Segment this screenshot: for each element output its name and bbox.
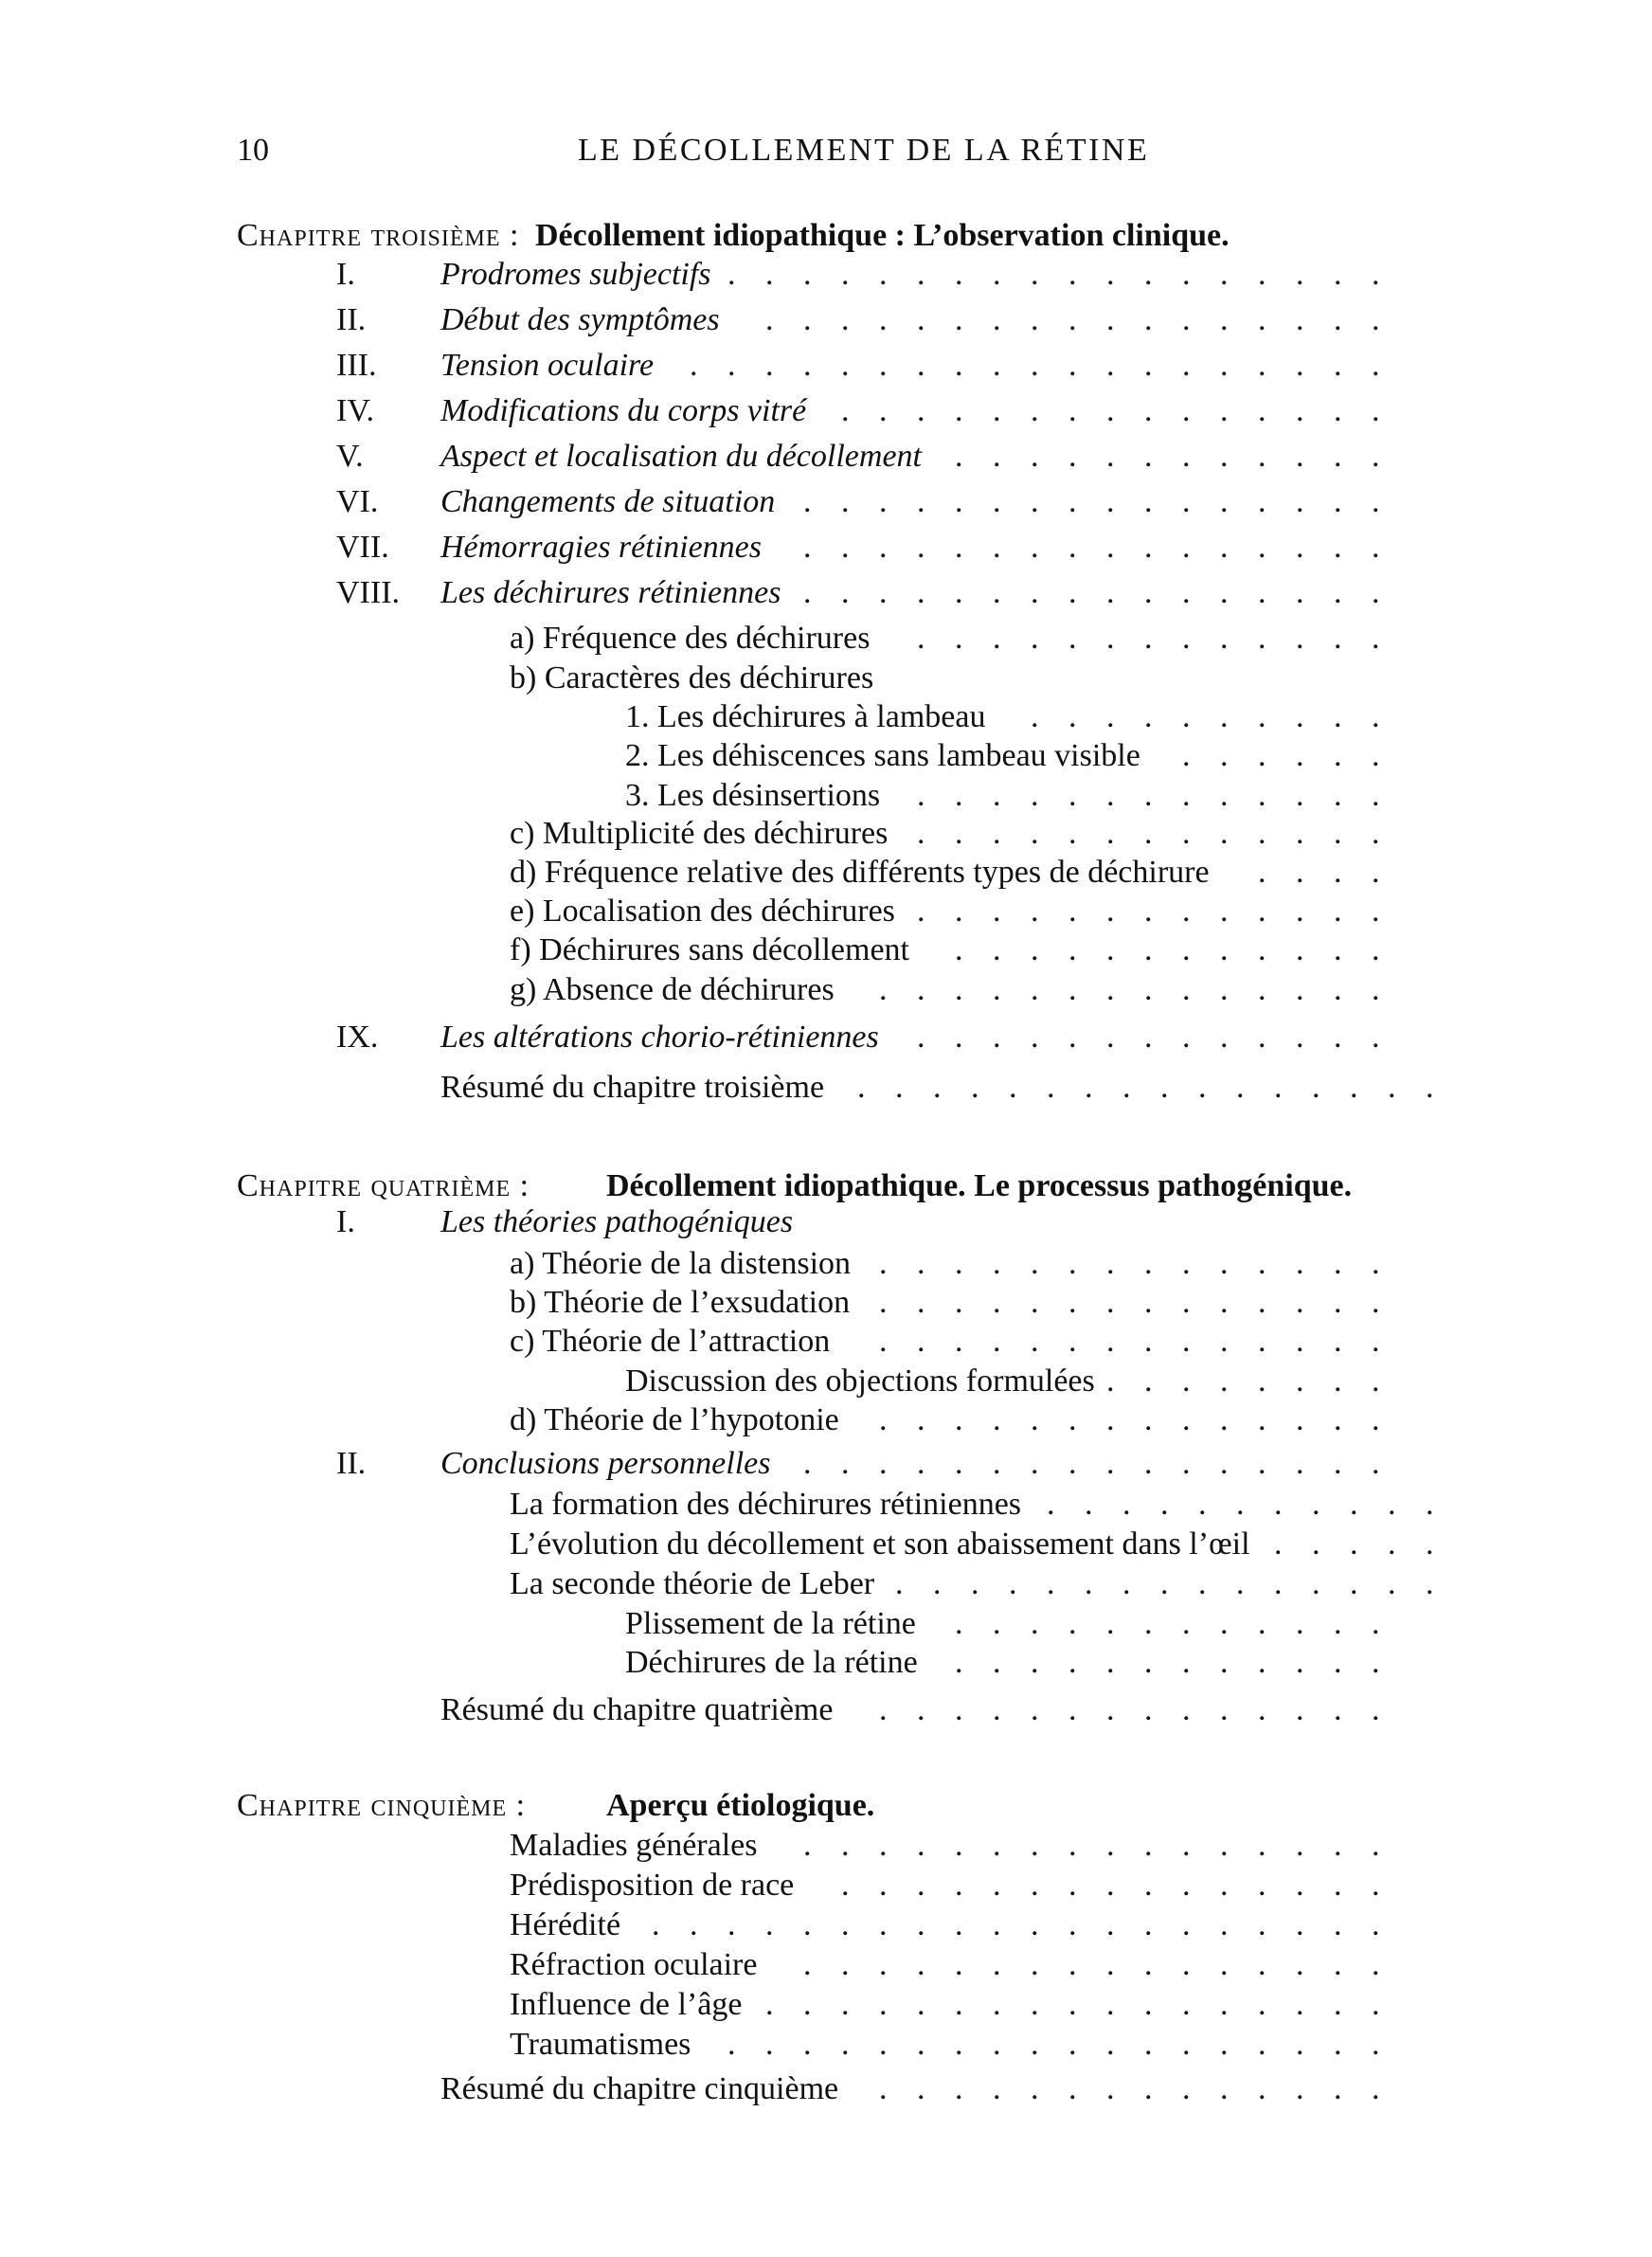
dot-leader: . . . . . . . . . . . . . . [879, 1285, 1380, 1320]
entry-number: V. [336, 439, 364, 474]
entry-number: II. [336, 302, 367, 337]
entry-title: Traumatismes [510, 2027, 691, 2062]
entry-title: e) Localisation des déchirures [510, 894, 895, 929]
chapter-word: Chapitre cinquième : [237, 1788, 527, 1823]
toc-entry [0, 252, 1652, 298]
toc-entry [0, 298, 1652, 343]
toc-entry [0, 1319, 1652, 1364]
toc-entry [0, 1562, 1652, 1607]
entry-title: Résumé du chapitre troisième [440, 1070, 825, 1105]
dot-leader: . . . . . . . . . . . . . . [879, 1692, 1380, 1727]
entry-title: L’évolution du décollement et son abaissement dans l’œil [510, 1526, 1250, 1562]
toc-entry [0, 1942, 1652, 1988]
entry-title: d) Théorie de l’hypotonie [510, 1402, 839, 1437]
entry-title: Changements de situation [440, 484, 776, 519]
entry-title: b) Théorie de l’exsudation [510, 1285, 851, 1320]
toc-entry [0, 2022, 1652, 2067]
toc-entry [0, 1522, 1652, 1567]
entry-title: b) Caractères des déchirures [510, 660, 874, 695]
dot-leader: . . . . . . . . . . . . . . . . . [765, 1987, 1380, 2022]
dot-leader: . . . . . . . . [1106, 1363, 1380, 1399]
entry-title: a) Fréquence des déchirures [510, 621, 871, 656]
entry-title: La seconde théorie de Leber [510, 1566, 875, 1601]
toc-entry [0, 343, 1652, 388]
entry-title: Les théories pathogéniques [440, 1204, 794, 1239]
dot-leader: . . . . . . [1182, 738, 1380, 773]
toc-entry [0, 1065, 1652, 1110]
entry-title: 2. Les déhiscences sans lambeau visible [625, 738, 1140, 773]
entry-title: 1. Les déchirures à lambeau [625, 699, 986, 734]
dot-leader: . . . . . . . . . . . . . . [879, 1402, 1380, 1437]
dot-leader: . . . . . . . . . . . . . . . . [803, 1828, 1380, 1863]
page-number: 10 [237, 133, 269, 168]
entry-title: a) Théorie de la distension [510, 1246, 852, 1281]
dot-leader: . . . . . . . . . . [1031, 699, 1380, 734]
dot-leader: . . . . . . . . . . . . . [917, 778, 1380, 813]
entry-number: II. [336, 1446, 367, 1481]
toc-entry [0, 570, 1652, 616]
toc-entry [0, 928, 1652, 973]
entry-title: c) Théorie de l’attraction [510, 1324, 831, 1359]
dot-leader: . . . . . . . . . . . . [955, 932, 1380, 967]
entry-title: Réfraction oculaire [510, 1947, 758, 1982]
toc-entry [0, 388, 1652, 434]
chapter-title: Aperçu étiologique. [606, 1788, 875, 1823]
dot-leader: . . . . . . . . . . . . . . [879, 2071, 1380, 2106]
toc-entry [0, 1640, 1652, 1686]
dot-leader: . . . . . . . . . . . . . . . . . [765, 302, 1380, 337]
dot-leader: . . . . . . . . . . . . . . . . . . . . [652, 1907, 1380, 1942]
dot-leader: . . . . . . . . . . . . . . [879, 972, 1380, 1007]
entry-number: III. [336, 348, 377, 383]
toc-entry [0, 1441, 1652, 1487]
entry-title: Prodromes subjectifs [440, 257, 711, 292]
entry-title: Début des symptômes [440, 302, 720, 337]
toc-entry [0, 1398, 1652, 1443]
entry-title: Discussion des objections formulées [625, 1363, 1095, 1399]
entry-title: Les altérations chorio-rétiniennes [440, 1020, 879, 1055]
toc-entry [0, 525, 1652, 570]
chapter-word: Chapitre quatrième : [237, 1168, 530, 1203]
toc-entry [0, 2067, 1652, 2112]
entry-title: Prédisposition de race [510, 1868, 795, 1903]
dot-leader: . . . . . . . . . . . . . [917, 621, 1380, 656]
toc-entry [0, 616, 1652, 661]
chapter-word: Chapitre troisième : [237, 218, 520, 253]
dot-leader: . . . . . . . . . . . . [955, 439, 1380, 474]
entry-title: Aspect et localisation du décollement [440, 439, 922, 474]
entry-title: Plissement de la rétine [625, 1606, 916, 1641]
toc-entry [0, 434, 1652, 479]
toc-entry [0, 1823, 1652, 1869]
dot-leader: . . . . . . . . . . . . . . . . [803, 1446, 1380, 1481]
dot-leader: . . . . . . . . . . . . . . . [841, 393, 1380, 428]
toc-entry [0, 1863, 1652, 1908]
dot-leader: . . . . . . . . . . . . . [917, 1020, 1380, 1055]
entry-title: Résumé du chapitre cinquième [440, 2071, 839, 2106]
entry-title: Déchirures de la rétine [625, 1645, 918, 1680]
toc-entry [0, 733, 1652, 779]
toc-entry [0, 1688, 1652, 1733]
dot-leader: . . . . . . . . . . . . . . . . . . [727, 257, 1380, 292]
toc-entry [0, 1903, 1652, 1948]
entry-number: VII. [336, 530, 389, 565]
entry-title: Hémorragies rétiniennes [440, 530, 763, 565]
toc-entry [0, 1482, 1652, 1527]
toc-entry [0, 967, 1652, 1013]
toc-entry [0, 1200, 1652, 1245]
dot-leader: . . . . [1258, 855, 1380, 890]
dot-leader: . . . . . . . . . . . . . . . . . . [727, 2027, 1380, 2062]
dot-leader: . . . . . . . . . . . . . . . [841, 1868, 1380, 1903]
dot-leader: . . . . . . . . . . . . . . [879, 1324, 1380, 1359]
entry-title: f) Déchirures sans décollement [510, 932, 909, 967]
dot-leader: . . . . . . . . . . . . . . [879, 1246, 1380, 1281]
entry-number: VIII. [336, 575, 401, 610]
entry-title: Les déchirures rétiniennes [440, 575, 781, 610]
running-head: LE DÉCOLLEMENT DE LA RÉTINE [578, 133, 1150, 168]
entry-number: IV. [336, 393, 374, 428]
chapter-title: Décollement idiopathique. Le processus pathogénique. [606, 1168, 1353, 1203]
entry-title: Influence de l’âge [510, 1987, 743, 2022]
toc-entry [0, 1982, 1652, 2028]
dot-leader: . . . . . [1274, 1526, 1434, 1562]
entry-title: g) Absence de déchirures [510, 972, 835, 1007]
dot-leader: . . . . . . . . . . . . . . . . [803, 484, 1380, 519]
dot-leader: . . . . . . . . . . . . . . . . [803, 1947, 1380, 1982]
entry-number: I. [336, 257, 355, 292]
dot-leader: . . . . . . . . . . . . . [917, 816, 1380, 851]
entry-title: La formation des déchirures rétiniennes [510, 1487, 1022, 1522]
dot-leader: . . . . . . . . . . . . . [917, 894, 1380, 929]
entry-number: I. [336, 1204, 355, 1239]
dot-leader: . . . . . . . . . . . . [955, 1606, 1380, 1641]
dot-leader: . . . . . . . . . . . . . . . . [857, 1070, 1434, 1105]
entry-title: Résumé du chapitre quatrième [440, 1692, 834, 1727]
entry-title: Conclusions personnelles [440, 1446, 771, 1481]
entry-title: Modifications du corps vitré [440, 393, 807, 428]
dot-leader: . . . . . . . . . . . . . . . [895, 1566, 1434, 1601]
entry-title: Hérédité [510, 1907, 621, 1942]
entry-number: VI. [336, 484, 379, 519]
toc-entry [0, 479, 1652, 525]
dot-leader: . . . . . . . . . . . [1047, 1487, 1434, 1522]
entry-title: Maladies générales [510, 1828, 758, 1863]
dot-leader: . . . . . . . . . . . . [955, 1645, 1380, 1680]
entry-number: IX. [336, 1020, 379, 1055]
toc-entry [0, 1015, 1652, 1060]
dot-leader: . . . . . . . . . . . . . . . . [803, 530, 1380, 565]
entry-title: Tension oculaire [440, 348, 655, 383]
entry-title: c) Multiplicité des déchirures [510, 816, 889, 851]
entry-title: 3. Les désinsertions [625, 778, 881, 813]
chapter-heading [0, 1783, 1652, 1829]
dot-leader: . . . . . . . . . . . . . . . . . . . [690, 348, 1380, 383]
entry-title: d) Fréquence relative des différents types de déchirure [510, 855, 1210, 890]
dot-leader: . . . . . . . . . . . . . . . . [803, 575, 1380, 610]
chapter-title: Décollement idiopathique : L’observation clinique. [535, 218, 1230, 253]
